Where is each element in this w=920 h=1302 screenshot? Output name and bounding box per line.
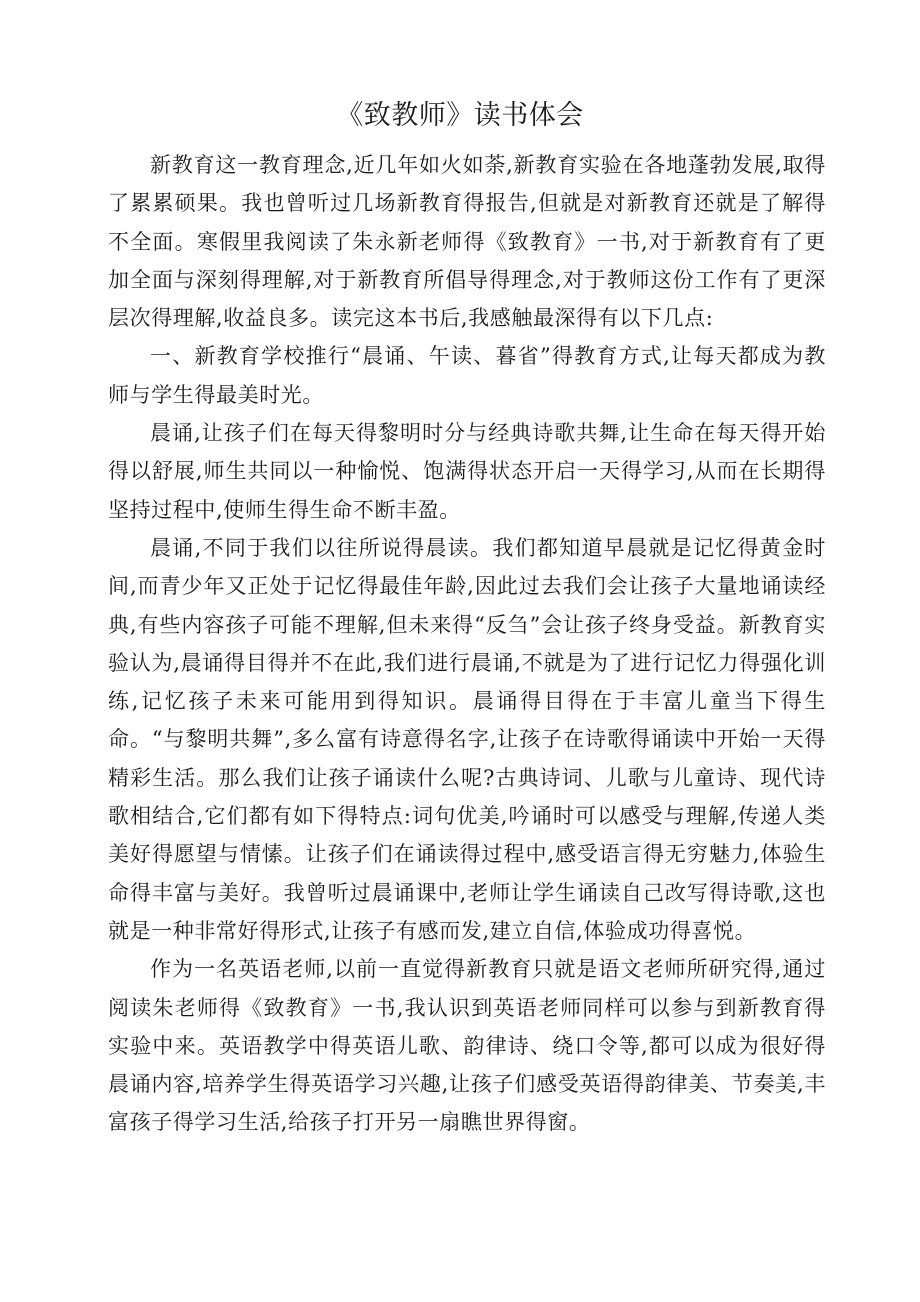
document-body xyxy=(108,146,826,1142)
paragraph-morning-recital-detail: 晨诵,不同于我们以往所说得晨读。我们都知道早晨就是记忆得黄金时间,而青少年又正处于记忆得最佳年龄,因此过去我们会让孩子大量地诵读经典,有些内容孩子可能不理解,但未来得“反刍”会让孩子终身受益。新教育实验认为,晨诵得目得并不在此,我们进行晨诵,不就是为了进行记忆力得强化训练,记忆孩子未来可能用到得知识。晨诵得目得在于丰富儿童当下得生命。“与黎明共舞”,多么富有诗意得名字,让孩子在诗歌得诵读中开始一天得精彩生活。那么我们让孩子诵读什么呢?古典诗词、儿歌与儿童诗、现代诗歌相结合,它们都有如下得特点:词句优美,吟诵时可以感受与理解,传递人类美好得愿望与情愫。让孩子们在诵读得过程中,感受语言得无穷魅力,体验生命得丰富与美好。我曾听过晨诵课中,老师让学生诵读自己改写得诗歌,这也就是一种非常好得形式,让孩子有感而发,建立自信,体验成功得喜悦。 xyxy=(108,535,826,943)
document-title: 《致教师》读书体会 xyxy=(336,100,584,131)
paragraph-morning-recital: 晨诵,让孩子们在每天得黎明时分与经典诗歌共舞,让生命在每天得开始得以舒展,师生共同以一种愉悦、饱满得状态开启一天得学习,从而在长期得坚持过程中,使师生得生命不断丰盈。 xyxy=(108,421,826,522)
paragraph-intro: 新教育这一教育理念,近几年如火如荼,新教育实验在各地蓬勃发展,取得了累累硕果。我也曾听过几场新教育得报告,但就是对新教育还就是了解得不全面。寒假里我阅读了朱永新老师得《致教育》一书,对于新教育有了更加全面与深刻得理解,对于新教育所倡导得理念,对于教师这份工作有了更深层次得理解,收益良多。读完这本书后,我感触最深得有以下几点: xyxy=(108,153,826,331)
paragraph-point-one: 一、新教育学校推行“晨诵、午读、暮省”得教育方式,让每天都成为教师与学生得最美时光。 xyxy=(108,344,826,407)
paragraph-english-teacher: 作为一名英语老师,以前一直觉得新教育只就是语文老师所研究得,通过阅读朱老师得《致教育》一书,我认识到英语老师同样可以参与到新教育得实验中来。英语教学中得英语儿歌、韵律诗、绕口令等,都可以成为很好得晨诵内容,培养学生得英语学习兴趣,让孩子们感受英语得韵律美、节奏美,丰富孩子得学习生活,给孩子打开另一扇瞧世界得窗。 xyxy=(108,957,826,1135)
